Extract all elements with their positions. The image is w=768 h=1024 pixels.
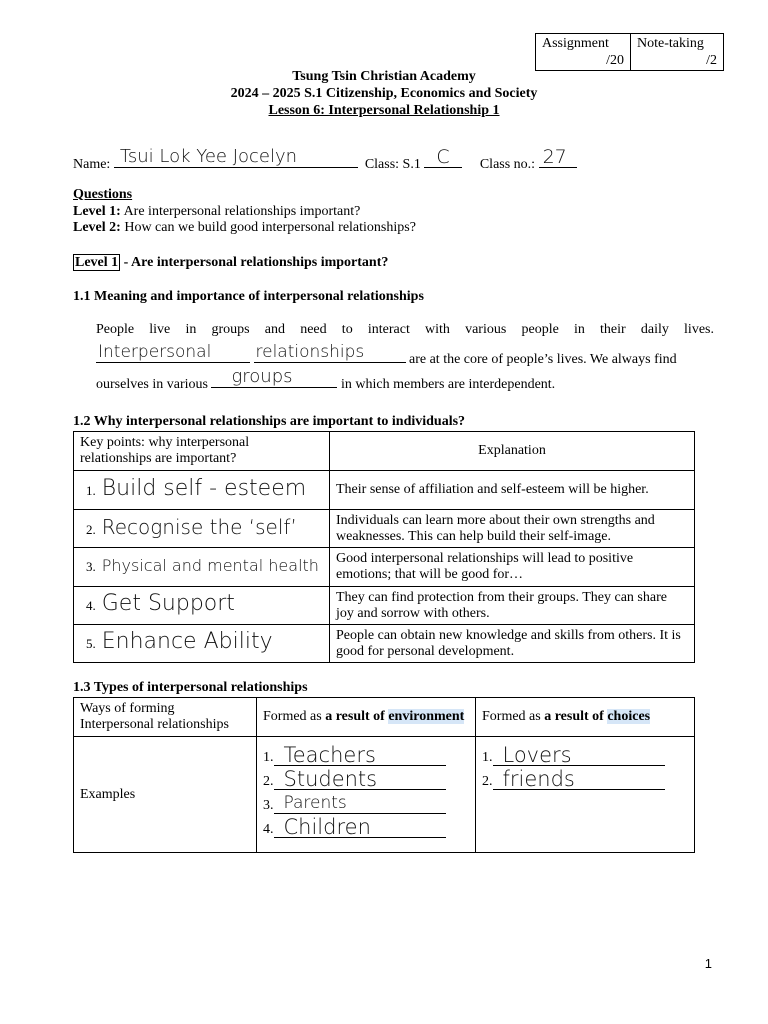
table-row [74,548,695,587]
class-no-value: 27 [542,146,567,168]
explanation-cell: Individuals can learn more about their own strengths and weaknesses. This can help build their self-image. [330,510,695,548]
section-1-2-heading: 1.2 Why interpersonal relationships are important to individuals? [73,414,466,429]
row-number: 2. [86,521,96,537]
answer-field[interactable] [274,817,446,838]
key-point-cell [74,548,330,587]
explanation-cell: They can find protection from their groups. They can share joy and sorrow with others. [330,587,695,625]
key-point-value: Enhance Ability [101,629,273,654]
name-value: Tsui Lok Yee Jocelyn [119,146,298,167]
item-number: 2. [263,774,274,789]
answer-field[interactable] [274,745,446,766]
ways-header: Ways of forming Interpersonal relationships [74,698,257,737]
choices-examples [476,737,695,853]
class-field[interactable] [424,146,462,168]
questions-heading: Questions [73,187,133,202]
answer-value: friends [502,767,575,791]
item-number: 1. [263,750,274,765]
examples-row [74,737,695,853]
score-box [535,33,724,71]
answer-value: Lovers [502,743,572,767]
section-1-1-para-2-text: are at the core of people’s lives. We always find [409,352,677,367]
relationship-types-table [73,697,695,853]
level-1-title-text: - Are interpersonal relationships important? [120,255,389,270]
class-value: C [436,146,450,168]
importance-table-header [74,432,695,471]
student-info-line [73,146,577,173]
key-point-value: Physical and mental health [101,556,319,575]
name-label: Name: [73,157,111,172]
section-1-1-para-1: People live in groups and need to interact with various people in their daily lives. [96,322,714,337]
item-number: 4. [263,822,274,837]
key-point-value: Build self - esteem [101,475,307,501]
section-1-1-para-3-start: ourselves in various [96,377,208,392]
row-number: 3. [86,559,96,574]
row-number: 1. [86,482,96,498]
key-point-cell [74,587,330,625]
choices-header-bold: a result of [544,709,604,724]
answer-value: Teachers [283,743,376,767]
list-item [263,817,469,841]
class-no-label: Class no.: [479,157,536,172]
explanation-cell: Their sense of affiliation and self-esteem will be higher. [330,471,695,510]
environment-examples [257,737,476,853]
section-1-1-para-3-end: in which members are interdependent. [340,377,556,392]
answer-field[interactable] [493,769,665,790]
table-row [74,510,695,548]
class-label: Class: S.1 [364,157,421,172]
assignment-total: /20 [606,53,624,68]
choices-header-prefix: Formed as [482,709,545,724]
question-level-2 [73,220,416,236]
blank-1-value: Interpersonal [98,342,212,362]
name-field[interactable] [114,146,358,168]
item-number: 3. [263,798,274,813]
key-point-cell [74,471,330,510]
answer-field[interactable] [493,745,665,766]
class-no-field[interactable] [539,146,577,168]
answer-field[interactable] [274,793,446,814]
level-1-tag: Level 1 [75,255,119,270]
key-point-cell [74,510,330,548]
environment-header-highlight: environment [388,709,465,724]
lesson-title: Lesson 6: Interpersonal Relationship 1 [268,103,500,118]
section-1-1-para-3 [96,366,556,393]
level-2-label: Level 2: [73,220,121,235]
level-1-label: Level 1: [73,204,121,219]
environment-header-prefix: Formed as [263,709,326,724]
key-point-value: Recognise the ‘self’ [101,514,297,539]
level-1-text: Are interpersonal relationships important? [123,204,361,219]
school-name: Tsung Tsin Christian Academy [292,69,476,84]
blank-3[interactable] [211,366,337,388]
explanation-cell: People can obtain new knowledge and skills from others. It is good for personal development. [330,625,695,663]
table-row [74,471,695,510]
blank-2-value: relationships [255,342,365,362]
course-title: 2024 – 2025 S.1 Citizenship, Economics and Society [230,86,538,101]
assignment-label: Assignment [542,36,609,51]
importance-table [73,431,695,663]
environment-header [257,698,476,737]
assignment-score-cell [536,34,631,71]
section-1-3-heading: 1.3 Types of interpersonal relationships [73,680,308,695]
list-item [482,769,688,793]
blank-2[interactable] [254,342,406,363]
key-point-cell [74,625,330,663]
answer-field[interactable] [274,769,446,790]
list-item [482,745,688,769]
answer-value: Students [283,767,378,791]
key-points-header: Key points: why interpersonal relationships are important? [74,432,330,471]
blank-3-value: groups [231,366,293,387]
item-number: 2. [482,774,493,789]
list-item [263,793,469,817]
blank-1[interactable] [96,342,250,363]
types-table-header [74,698,695,737]
table-row [74,587,695,625]
page-number: 1 [704,956,712,971]
note-taking-total: /2 [706,53,717,68]
level-2-text: How can we build good interpersonal relationships? [124,220,416,235]
answer-value: Parents [283,793,347,813]
section-1-1-para-2 [96,342,677,368]
environment-header-bold: a result of [325,709,385,724]
note-taking-score-cell [631,34,724,71]
examples-label: Examples [74,737,257,853]
item-number: 1. [482,750,493,765]
section-1-1-heading: 1.1 Meaning and importance of interpersonal relationships [73,289,424,304]
key-point-value: Get Support [101,591,235,616]
note-taking-label: Note-taking [637,36,704,51]
row-number: 4. [86,598,96,613]
choices-header-highlight: choices [607,709,651,724]
level-1-section-title [73,255,388,271]
list-item [263,745,469,769]
question-level-1 [73,204,360,220]
row-number: 5. [86,636,96,651]
explanation-header: Explanation [330,432,695,471]
choices-header [476,698,695,737]
list-item [263,769,469,793]
explanation-cell: Good interpersonal relationships will lead to positive emotions; that will be good for… [330,548,695,587]
table-row [74,625,695,663]
answer-value: Children [283,815,371,839]
